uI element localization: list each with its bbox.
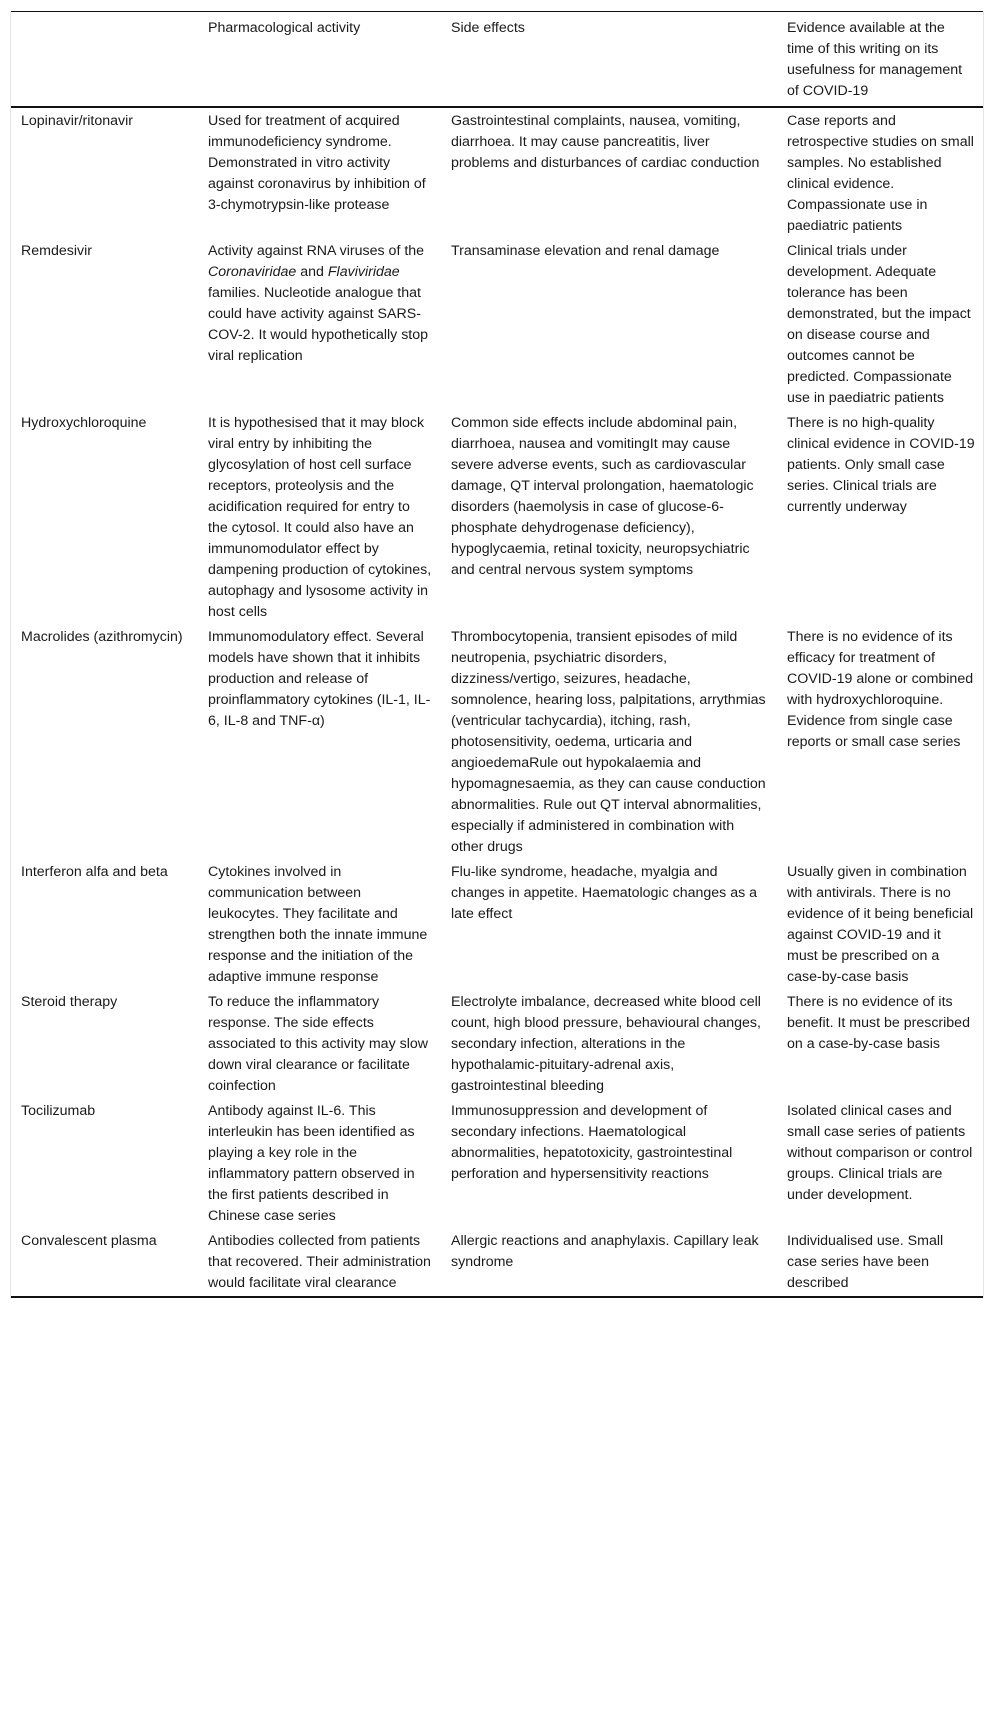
pharmacological-activity: Used for treatment of acquired immunodeficiency syndrome. Demonstrated in vitro activity against coronavirus by inhibition of 3-chymotrypsin-like protease [208,113,426,213]
evidence: Usually given in combination with antivirals. There is no evidence of it being beneficial against COVID-19 and it must be prescribed on a case-by-case basis [787,864,974,985]
evidence: There is no evidence of its efficacy for treatment of COVID-19 alone or combined with hydroxychloroquine. Evidence from single case reports or small case series [787,629,974,750]
drug-table-container [10,11,984,1298]
pharmacological-activity: Antibody against IL-6. This interleukin has been identified as playing a key role in the inflammatory pattern observed in the first patients described in Chinese case series [208,1103,415,1224]
table-row [11,107,983,239]
drug-name: Lopinavir/ritonavir [21,113,133,129]
header-drug [11,12,198,108]
side-effects: Allergic reactions and anaphylaxis. Capillary leak syndrome [451,1233,759,1270]
table-row [11,411,983,625]
drug-name: Convalescent plasma [21,1233,157,1249]
evidence: There is no evidence of its benefit. It must be prescribed on a case-by-case basis [787,994,970,1052]
covid-drug-table [11,11,983,1298]
side-effects: Gastrointestinal complaints, nausea, vomiting, diarrhoea. It may cause pancreatitis, liver problems and disturbances of cardiac conduction [451,113,760,171]
drug-name: Tocilizumab [21,1103,96,1119]
side-effects: Electrolyte imbalance, decreased white blood cell count, high blood pressure, behavioural changes, secondary infection, alterations in the hypothalamic-pituitary-adrenal axis, gastrointestinal bleeding [451,994,761,1094]
table-header-row [11,12,983,108]
pharmacological-activity: It is hypothesised that it may block viral entry by inhibiting the glycosylation of host cell surface receptors, proteolysis and the acidification required for entry to the cytosol. It could also have an immunomodulator effect by dampening production of cytokines, autophagy and lysosome activity in host cells [208,415,432,620]
activity-text: families. Nucleotide analogue that could have activity against SARS-COV-2. It would hypothetically stop viral replication [208,285,429,364]
table-row [11,990,983,1099]
evidence: Case reports and retrospective studies on small samples. No established clinical evidence. Compassionate use in paediatric patients [787,113,974,234]
pharmacological-activity: Antibodies collected from patients that recovered. Their administration would facilitate viral clearance [208,1233,431,1291]
taxon-name: Coronaviridae [208,264,297,280]
drug-name: Interferon alfa and beta [21,864,168,880]
drug-name: Hydroxychloroquine [21,415,147,431]
evidence: Isolated clinical cases and small case series of patients without comparison or control groups. Clinical trials are under development. [787,1103,973,1203]
table-row [11,625,983,860]
side-effects: Thrombocytopenia, transient episodes of mild neutropenia, psychiatric disorders, dizziness/vertigo, seizures, headache, somnolence, hearing loss, palpitations, arrythmias (ventricular tachycardia), itching, rash, photosensitivity, oedema, urticaria and angioedemaRule out hypokalaemia and hypomagnesaemia, as they can cause conduction abnormalities. Rule out QT interval abnormalities, especially if administered in combination with other drugs [451,629,766,855]
pharmacological-activity: Cytokines involved in communication between leukocytes. They facilitate and strengthen both the innate immune response and the initiation of the adaptive immune response [208,864,428,985]
table-row [11,1229,983,1297]
pharmacological-activity [198,239,441,411]
evidence: There is no high-quality clinical evidence in COVID-19 patients. Only small case series. Clinical trials are currently underway [787,415,975,515]
taxon-name: Flaviviridae [327,264,400,280]
activity-text: and [296,264,328,280]
table-row [11,239,983,411]
evidence: Clinical trials under development. Adequate tolerance has been demonstrated, but the impact on disease course and outcomes cannot be predicted. Compassionate use in paediatric patients [787,243,971,406]
header-evidence: Evidence available at the time of this writing on its usefulness for management of COVID-19 [787,20,963,99]
side-effects: Immunosuppression and development of secondary infections. Haematological abnormalities, hepatotoxicity, gastrointestinal perforation and hypersensitivity reactions [451,1103,733,1182]
drug-name: Macrolides (azithromycin) [21,629,183,645]
header-pharmacological-activity: Pharmacological activity [208,20,361,36]
side-effects: Transaminase elevation and renal damage [451,243,720,259]
side-effects: Flu-like syndrome, headache, myalgia and changes in appetite. Haematologic changes as a late effect [451,864,758,922]
table-row [11,860,983,990]
activity-text: Activity against RNA viruses of the [208,243,425,259]
drug-name: Steroid therapy [21,994,118,1010]
pharmacological-activity: To reduce the inflammatory response. The side effects associated to this activity may slow down viral clearance or facilitate coinfection [208,994,428,1094]
evidence: Individualised use. Small case series have been described [787,1233,944,1291]
side-effects: Common side effects include abdominal pain, diarrhoea, nausea and vomitingIt may cause severe adverse events, such as cardiovascular damage, QT interval prolongation, haematologic disorders (haemolysis in case of glucose-6-phosphate dehydrogenase deficiency), hypoglycaemia, retinal toxicity, neuropsychiatric and central nervous system symptoms [451,415,754,578]
table-row [11,1099,983,1229]
header-side-effects: Side effects [451,20,525,36]
pharmacological-activity: Immunomodulatory effect. Several models have shown that it inhibits production and release of proinflammatory cytokines (IL-1, IL-6, IL-8 and TNF-α) [208,629,431,729]
drug-name: Remdesivir [21,243,92,259]
